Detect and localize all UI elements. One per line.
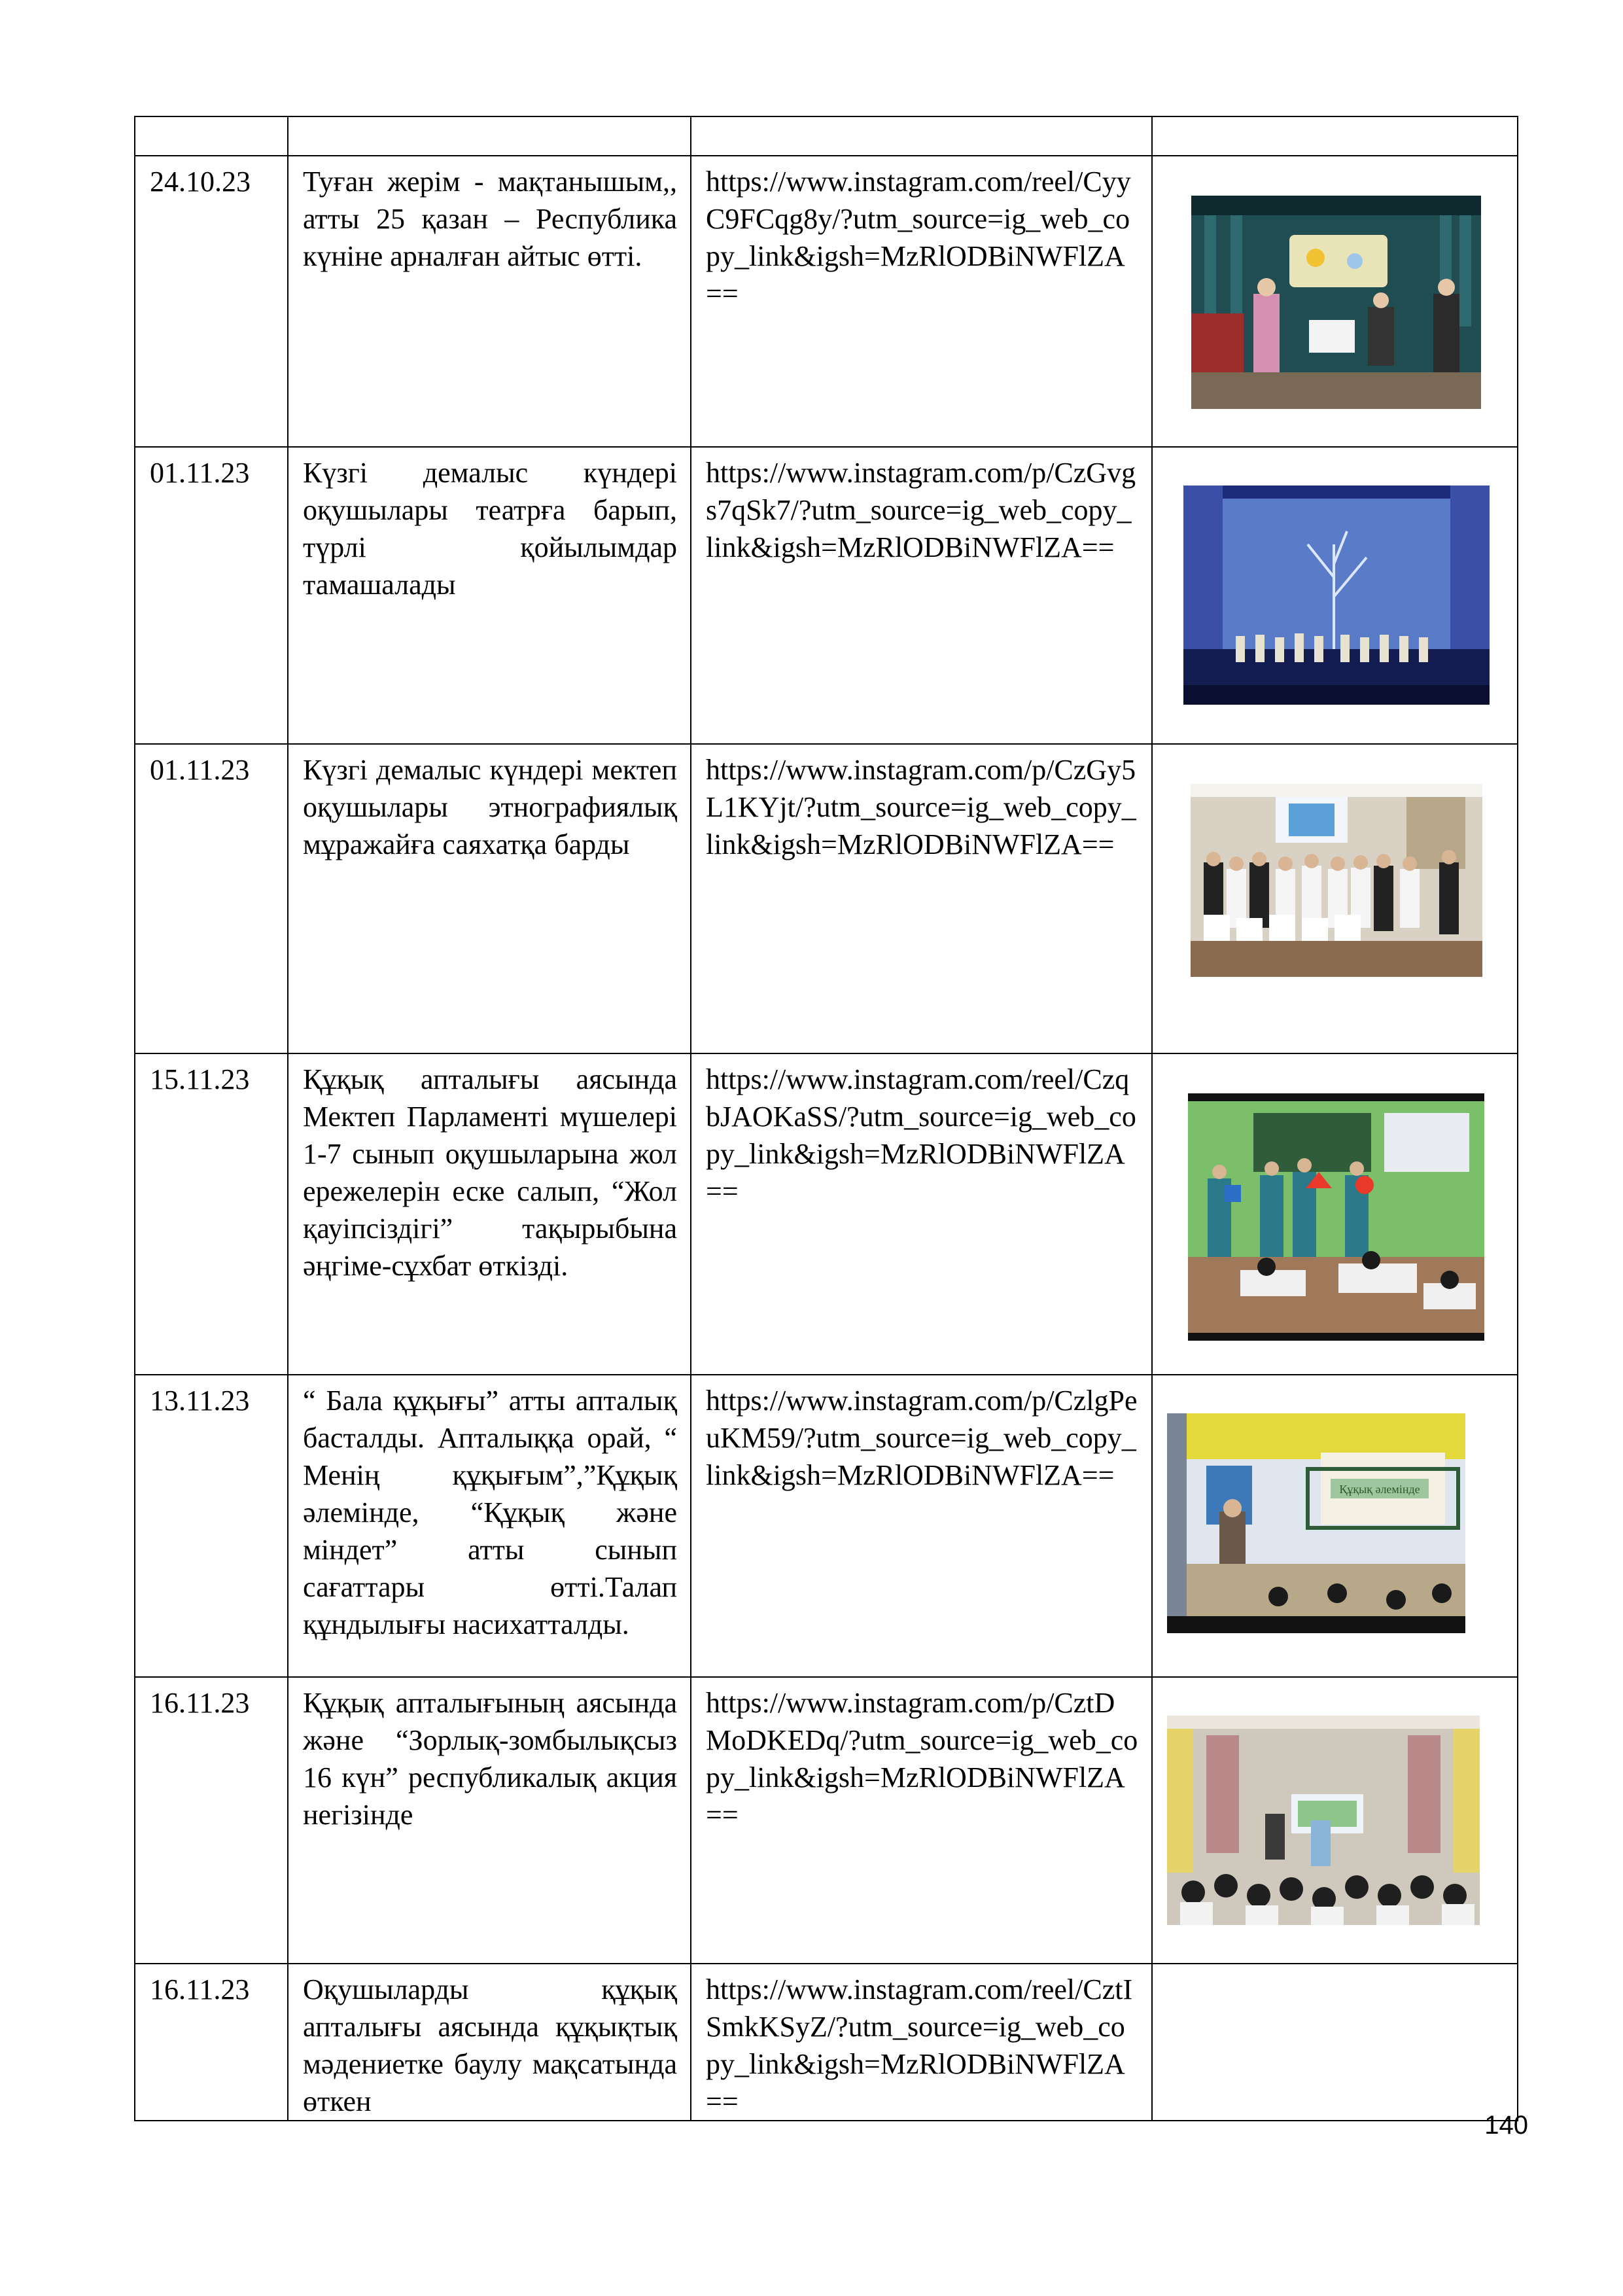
photo-cell [1152,744,1518,1053]
description-cell: Күзгі демалыс күндері мектеп оқушылары этнографиялық мұражайға саяхатқа барды [288,744,691,1053]
photo-classroom-traffic [1188,1093,1484,1341]
description-cell: Күзгі демалыс күндері оқушылары театрға барып, түрлі қойылымдар тамашалады [288,447,691,744]
date-cell: 13.11.23 [135,1375,288,1677]
date-cell: 15.11.23 [135,1053,288,1375]
date-cell: 16.11.23 [135,1677,288,1964]
table-header-row-empty [135,116,1518,156]
header-cell [288,116,691,156]
photo-class-hour [1167,1413,1465,1633]
instagram-link[interactable]: https://www.instagram.com/p/CztDMoDKEDq/?utm_source=ig_web_copy_link&igsh=MzRlODBiNWFlZA== [691,1677,1152,1964]
date-cell: 24.10.23 [135,156,288,447]
date-cell: 01.11.23 [135,447,288,744]
date-cell: 01.11.23 [135,744,288,1053]
table-row [135,744,1518,1053]
photo-assembly-hall [1167,1716,1480,1925]
photo-cell-empty [1152,1964,1518,2121]
description-cell: Оқушыларды құқық апталығы аясында құқықтық мәдениетке баулу мақсатында өткен [288,1964,691,2121]
instagram-link[interactable]: https://www.instagram.com/p/CzlgPeuKM59/?utm_source=ig_web_copy_link&igsh=MzRlODBiNWFlZA== [691,1375,1152,1677]
date-cell: 16.11.23 [135,1964,288,2121]
table-row [135,1053,1518,1375]
photo-cell [1152,156,1518,447]
table-row [135,447,1518,744]
slide-caption: Құқық әлемінде [1339,1483,1420,1496]
instagram-link[interactable]: https://www.instagram.com/reel/CztISmkKSyZ/?utm_source=ig_web_copy_link&igsh=MzRlODBiNWFlZA== [691,1964,1152,2121]
description-cell: Құқық апталығы аясында Мектеп Парламенті мүшелері 1-7 сынып оқушыларына жол ережелерін еске салып, “Жол қауіпсіздігі” тақырыбына әңгіме-сұхбат өткізді. [288,1053,691,1375]
photo-museum-group [1191,784,1482,977]
header-cell [135,116,288,156]
photo-cell [1152,1375,1518,1677]
photo-aitys-stage [1191,196,1481,409]
table-row [135,1677,1518,1964]
activity-table [134,116,1518,2121]
page-number: 140 [1484,2111,1528,2140]
photo-theatre-stage [1183,486,1490,705]
table-row [135,156,1518,447]
photo-cell [1152,1053,1518,1375]
header-cell [1152,116,1518,156]
table-row [135,1375,1518,1677]
header-cell [691,116,1152,156]
description-cell: “ Бала құқығы” атты апталық басталды. Апталыққа орай, “ Менің құқығым”,”Құқық әлемінде, “Құқық және міндет” атты сынып сағаттары өтті.Талап құндылығы насихатталды. [288,1375,691,1677]
photo-cell [1152,447,1518,744]
instagram-link[interactable]: https://www.instagram.com/reel/CzqbJAOKaSS/?utm_source=ig_web_copy_link&igsh=MzRlODBiNWFlZA== [691,1053,1152,1375]
table-row [135,1964,1518,2121]
instagram-link[interactable]: https://www.instagram.com/p/CzGy5L1KYjt/?utm_source=ig_web_copy_link&igsh=MzRlODBiNWFlZA== [691,744,1152,1053]
photo-cell [1152,1677,1518,1964]
instagram-link[interactable]: https://www.instagram.com/reel/CyyC9FCqg8y/?utm_source=ig_web_copy_link&igsh=MzRlODBiNWFlZA== [691,156,1152,447]
instagram-link[interactable]: https://www.instagram.com/p/CzGvgs7qSk7/?utm_source=ig_web_copy_link&igsh=MzRlODBiNWFlZA== [691,447,1152,744]
description-cell: Туған жерім - мақтанышым,, атты 25 қазан – Республика күніне арналған айтыс өтті. [288,156,691,447]
description-cell: Құқық апталығының аясында және “Зорлық-зомбылықсыз 16 күн” республикалық акция негізінде [288,1677,691,1964]
